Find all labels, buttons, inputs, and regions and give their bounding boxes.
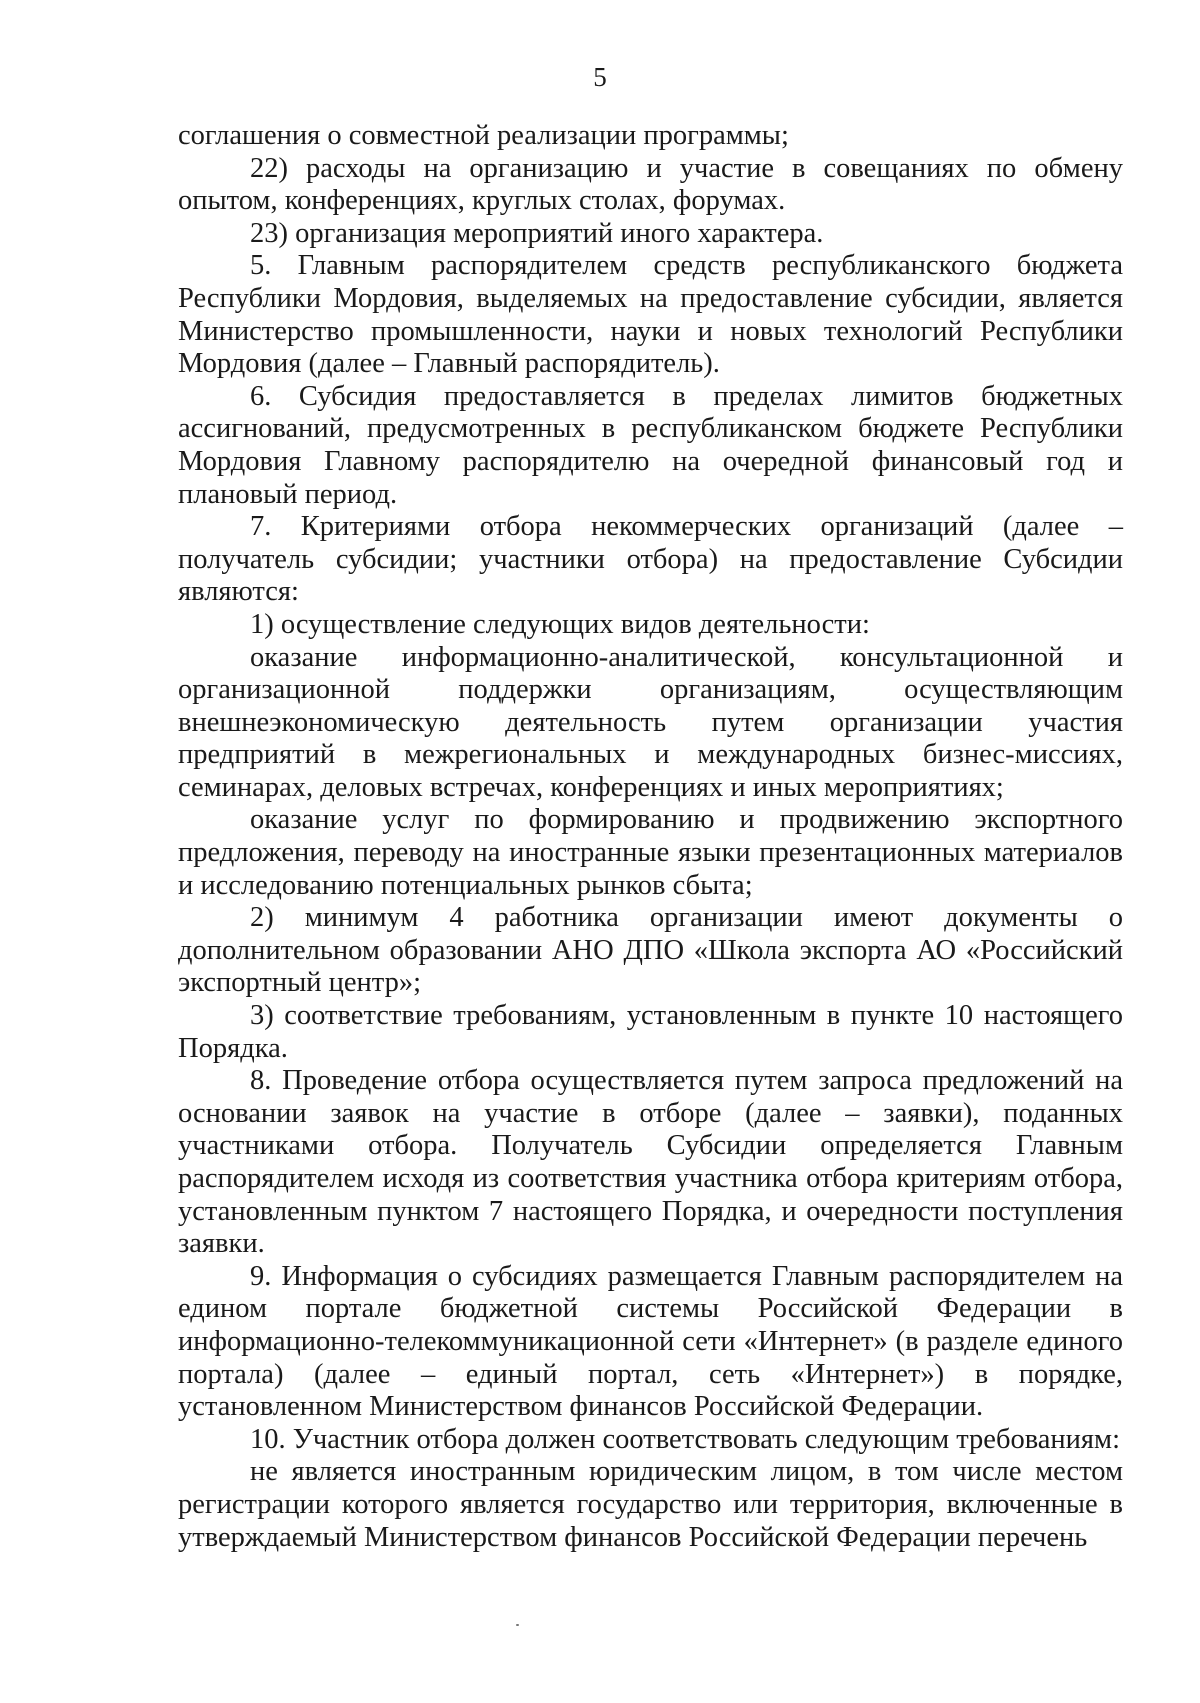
- paragraph-6: 7. Критериями отбора некоммерческих организаций (далее – получатель субсидии; участники отбора) на предоставление Субсидии являются:: [178, 511, 1123, 608]
- paragraph-8: оказание информационно-аналитической, консультационной и организационной поддержки организациям, осуществляющим внешнеэкономическую деятельность путем организации участия предприятий в межрегиональных и международных бизнес-миссиях, семинарах, деловых встречах, конференциях и иных мероприятиях;: [178, 641, 1123, 803]
- paragraph-4: 5. Главным распорядителем средств республиканского бюджета Республики Мордовия, выделяемых на предоставление субсидии, является Министерство промышленности, науки и новых технологий Республики Мордовия (далее – Главный распорядитель).: [178, 250, 1123, 380]
- paragraph-11: 3) соответствие требованиям, установленным в пункте 10 настоящего Порядка.: [178, 1000, 1123, 1064]
- paragraph-12: 8. Проведение отбора осуществляется путем запроса предложений на основании заявок на участие в отборе (далее – заявки), поданных участниками отбора. Получатель Субсидии определяется Главным распорядителем исходя из соответствия участника отбора критериям отбора, установленным пунктом 7 настоящего Порядка, и очередности поступления заявки.: [178, 1065, 1123, 1260]
- scan-speck: [516, 1624, 519, 1626]
- paragraph-10: 2) минимум 4 работника организации имеют документы о дополнительном образовании АНО ДПО «Школа экспорта АО «Российский экспортный центр»;: [178, 902, 1123, 999]
- paragraph-13: 9. Информация о субсидиях размещается Главным распорядителем на едином портале бюджетной системы Российской Федерации в информационно-телекоммуникационной сети «Интернет» (в разделе единого портала) (далее – единый портал, сеть «Интернет») в порядке, установленном Министерством финансов Российской Федерации.: [178, 1260, 1123, 1423]
- paragraph-2: 22) расходы на организацию и участие в совещаниях по обмену опытом, конференциях, круглых столах, форумах.: [178, 152, 1123, 217]
- page-number: 5: [593, 62, 607, 92]
- paragraph-15: не является иностранным юридическим лицом, в том числе местом регистрации которого является государство или территория, включенные в утверждаемый Министерством финансов Российской Федерации перечень: [178, 1456, 1123, 1553]
- paragraph-3: 23) организация мероприятий иного характера.: [250, 217, 824, 249]
- paragraph-5: 6. Субсидия предоставляется в пределах лимитов бюджетных ассигнований, предусмотренных в республиканском бюджете Республики Мордовия Главному распорядителю на очередной финансовый год и плановый период.: [178, 380, 1123, 510]
- paragraph-14: 10. Участник отбора должен соответствовать следующим требованиям:: [250, 1423, 1120, 1455]
- document-body: [178, 120, 1123, 1554]
- paragraph-7: 1) осуществление следующих видов деятельности:: [250, 608, 870, 640]
- paragraph-9: оказание услуг по формированию и продвижению экспортного предложения, переводу на иностранные языки презентационных материалов и исследованию потенциальных рынков сбыта;: [178, 804, 1123, 901]
- paragraph-1: соглашения о совместной реализации программы;: [178, 120, 789, 151]
